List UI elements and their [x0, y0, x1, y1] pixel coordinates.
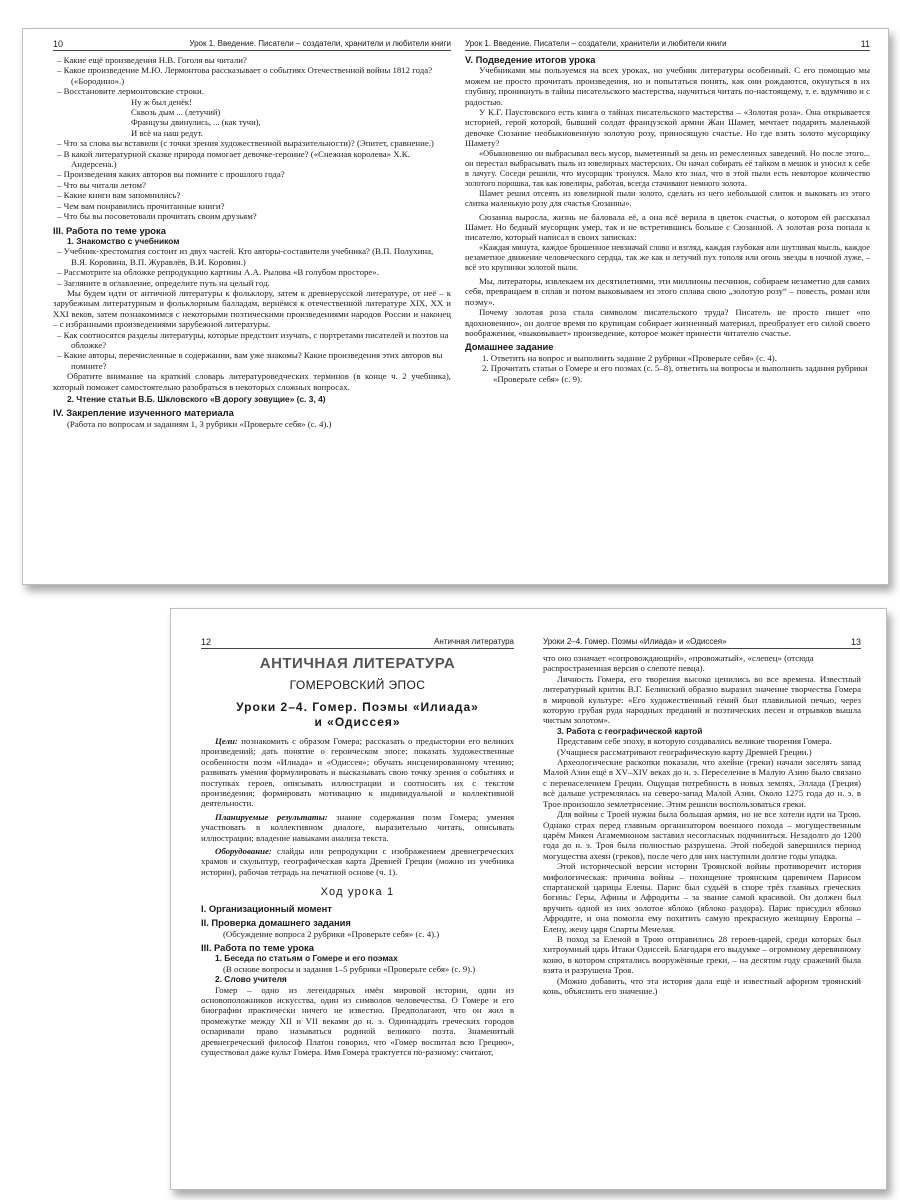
paragraph: (Учащиеся рассматривают географическую карту Древней Греции.) [557, 746, 812, 757]
poem-line: Французы двинулись, ... (как тучи), [131, 117, 261, 128]
poem-line: Ну ж был денёк! [131, 96, 192, 107]
book-spread-top [22, 28, 889, 585]
question: – Рассмотрите на обложке репродукцию картины А.А. Рылова «В голубом просторе». [57, 267, 379, 278]
section-title: ГОМЕРОВСКИЙ ЭПОС [289, 678, 426, 692]
section-heading: I. Организационный момент [201, 902, 332, 914]
paragraph: Обратите внимание на краткий словарь литературоведческих терминов (в конце ч. 2 учебника), который поможет самостоятельно разобраться в некоторых сложных вопросах. [53, 371, 451, 392]
lesson-flow-heading: Ход урока 1 [320, 886, 395, 899]
poem-line: И всё на наш редут. [131, 127, 203, 138]
paragraph: (В основе вопросы и задания 1–5 рубрики «Проверьте себя» (с. 9).) [223, 963, 476, 974]
page-13 [543, 637, 861, 1189]
quote: «Каждая минута, каждое брошенное невзначай слово и взгляд, каждая глубокая или шутливая мысль, каждое незаметное движение человеческого сердца, так же как и летучий пух тополя или огонь звезды в ночной луже, – всё это крупинки золотой пыли. [465, 242, 870, 272]
goals-label: Цели: [215, 736, 238, 746]
paragraph: Археологические раскопки показали, что ахейне (греки) начали заселять запад Малой Азии ещё в XV–XIV веках до н. э. Переселение в Малую Азию было связано с перенаселением Греции. Ощущая потребность в новых землях, Эллада (Греция) всё дальше устремлялась на северо-запад Малой Азии. Около 1275 года до н. э. в Трое произошло землетрясение. Этим решили воспользоваться греки. [543, 757, 861, 809]
subsection-heading: 2. Слово учителя [215, 974, 287, 985]
question: – Что за слова вы вставили (с точки зрения художественной выразительности)? (Эпитет, сравнение.) [57, 138, 434, 149]
quote: Шамет решил отсеять из ювелирной пыли золото, сделать из него небольшой слиток и выковать из этого слитка маленькую розу для счастья Сюзанны». [465, 188, 870, 208]
page-number: 13 [850, 637, 861, 647]
paragraph: Мы, литераторы, извлекаем их десятилетиями, эти миллионы песчинок, собираем незаметно для самих себя, превращаем в сплав и потом выковываем из этого сплава свою „золотую розу“ – повесть, роман или поэму». [465, 275, 870, 307]
paragraph: У К.Г. Паустовского есть книга о тайнах писательского мастерства – «Золотая роза». Она открывается историей, герой которой, бывший солдат французской армии Жан Шамет, мечтает подарить маленькой девочке Сюзанне необыкновенную золотую розу, приносящую счастье. Но где взять золото мусорщику Шамету? [465, 107, 870, 149]
paragraph: Гомер – одно из легендарных имён мировой истории, один из основоположников искусства, один из символов человечества. О Гомере и его биографии практически ничего не известно. Предполагают, что он жил в промежутке между XII и VII веками до н. э. Одиннадцать греческих городов оспаривали право называться родиной великого поэта. Знаменитый древнегреческий философ Платон говорил, что «Гомер воспитал всю Грецию», существовал даже культ Гомера. Имя Гомера трактуется по-разному: считают, [201, 984, 514, 1057]
paragraph: Личность Гомера, его творения высоко ценились во все времена. Известный литературный критик В.Г. Белинский образно выразил значение творчества Гомера в мировой культуре: «Его художественный гений был плавильной печью, через которую грубая руда народных преданий и поэтических песен и отрывков вышла чистым золотом». [543, 673, 861, 726]
page-number: 10 [53, 39, 64, 49]
lesson-title-line: Уроки 2–4. Гомер. Поэмы «Илиада» [236, 700, 479, 714]
section-heading: III. Работа по теме урока [201, 941, 314, 953]
question: – Какие авторы, перечисленные в содержании, вам уже знакомы? Какие произведения этих авторов вы помните? [57, 350, 443, 371]
paragraph: Представим себе эпоху, в которую создавались великие творения Гомера. [557, 736, 832, 747]
homework-item: 2. Прочитать статьи о Гомере и его поэмах (с. 5–8), ответить на вопросы и выполнить задания рубрики «Проверьте себя» (с. 9). [482, 363, 868, 384]
page-10 [53, 39, 451, 584]
header-title: Уроки 2–4. Гомер. Поэмы «Илиада» и «Одиссея» [543, 637, 727, 646]
paragraph: Этой исторической версии истории Троянской войны противоречит история мифологическая: причина войны – похищение троянским царевичем Парисом спартанской царицы Елены. Парис был судьёй в споре трёх главных греческих богинь: Геры, Афины и Афродиты – за звание самой красивой. Он должен был вручить одной из них золотое яблоко (яблоко раздора). Парис присудил яблоко Афродите, и она помогла ему похитить самую прекрасную женщину Европы – Елену, жену царя Спарты Менелая. [543, 861, 861, 934]
results-text: знание содержания поэм Гомера; умения участвовать в коллективном диалоге, выразительно читать, описывать иллюстрации; владение навыками анализа текста. [201, 811, 514, 843]
quote: «Обыкновенно он выбрасывал весь мусор, выметенный за день из ремесленных заведений. Но после этого... он перестал выбрасывать пыль из ювелирных мастерских. Он начал собирать её тайком в мешок и уносил к себе в лачугу. Соседи решили, что мусорщик тронулся. Мало кто знал, что в этой пыли есть некоторое количество золотого порошка, так как ювелиры, работая, всегда стачивают немного золота. [465, 148, 870, 188]
page-number: 11 [860, 39, 870, 49]
header-title: Урок 1. Введение. Писатели – создатели, хранители и любители книги [189, 39, 451, 48]
paragraph: Для войны с Троей нужна была большая армия, но не все хотели идти на Трою. Однако страх перед главным организатором военного похода – могущественным царём Микен Агамемноном заставил несогласных подчиниться. Незадолго до 1200 года до н. э. Троя была полностью разрушена. Этой победой завершился период могущества ахеян (греков), после чего для них наступили долгие годы упадка. [543, 809, 861, 861]
question: – Учебник-хрестоматия состоит из двух частей. Кто авторы-составители учебника? (В.П. Полухина, В.Я. Коровина, В.П. Журавлёв, В.И. Коровин.) [57, 246, 434, 267]
running-header [201, 637, 514, 649]
paragraph: Почему золотая роза стала символом писательского труда? Писатель не просто пишет «по вдохновению», он долгое время по крупицам собирает жизненный материал, преобразует его силой своего воображения, «выковывает» произведение, которое может принести читателю счастье. [465, 307, 870, 338]
goals-paragraph [201, 736, 514, 809]
paragraph: (Работа по вопросам и заданиям 1, 3 рубрики «Проверьте себя» (с. 4).) [67, 418, 332, 429]
lesson-title-line: и «Одиссея» [314, 715, 401, 729]
goals-text: познакомить с образом Гомера; рассказать о предыстории его великих произведений; дать понятие о героическом эпосе; показать художественные особенности поэм «Илиада» и «Одиссея»; обучать инсценированному чтению; развивать умения формулировать и высказывать свою точку зрения о событиях и поступках героев, описывать иллюстрации и соотносить их с текстом произведения; формировать мотивацию к индивидуальной и коллективной деятельности. [201, 736, 514, 809]
section-heading: V. Подведение итогов урока [465, 54, 596, 65]
paragraph: Сюзанна выросла, жизнь не баловала её, а она всё верила в цветок счастья, о котором ей рассказал Шамет. Но бедный мусорщик умер, так и не встретившись больше с Сюзанной. А золотая роза попала к писателю, который написал в своих записках: [465, 211, 870, 243]
equipment-text: слайды или репродукции с изображением древнегреческих храмов и скульптур, географическая карта Древней Греции (можно из учебника истории), рабочая тетрадь на печатной основе (ч. 1). [201, 846, 514, 877]
running-header [465, 39, 870, 51]
question: – Что бы вы посоветовали прочитать своим друзьям? [57, 211, 257, 222]
section-heading: III. Работа по теме урока [53, 224, 166, 236]
question: – Чем вам понравились прочитанные книги? [57, 200, 225, 211]
running-header [543, 637, 861, 649]
subsection-heading: 2. Чтение статьи В.Б. Шкловского «В дорогу зовущие» (с. 3, 4) [67, 394, 326, 404]
question: – Какое произведение М.Ю. Лермонтова рассказывает о событиях Отечественной войны 1812 года? («Бородино».) [57, 65, 433, 86]
question: – Какие книги вам запомнились? [57, 190, 181, 201]
question: – В какой литературной сказке природа помогает девочке-героине? («Снежная королева» Х.К. Андерсена.) [57, 148, 410, 170]
page-11 [465, 39, 870, 584]
subsection-heading: 1. Беседа по статьям о Гомере и его поэмах [215, 953, 398, 964]
paragraph: Учебниками мы пользуемся на всех уроках, но учебник литературы особенный. С его помощью мы можем не просто прочитать произведения, но и попытаться понять, как они рождаются, окунуться в их глубину, проникнуть в тайны писательского мастерства, научиться читать по-настоящему, т. е. вдумчиво и с радостью. [465, 65, 870, 107]
question: – Как соотносятся разделы литературы, которые предстоит изучать, с портретами писателей и поэтов на обложке? [57, 329, 449, 350]
paragraph: (Обсуждение вопроса 2 рубрики «Проверьте себя» (с. 4).) [223, 928, 440, 939]
header-title: Урок 1. Введение. Писатели – создатели, хранители и любители книги [465, 39, 727, 48]
results-label: Планируемые результаты: [215, 811, 328, 822]
book-spread-bottom [170, 608, 887, 1190]
equipment-label: Оборудование: [215, 846, 272, 857]
page-number: 12 [201, 637, 212, 647]
equipment-paragraph [201, 846, 514, 877]
question: – Восстановите лермонтовские строки. [57, 86, 204, 97]
poem-lines [131, 97, 451, 139]
section-heading: IV. Закрепление изученного материала [53, 407, 234, 419]
header-title: Античная литература [434, 637, 514, 646]
homework-item: 1. Ответить на вопрос и выполнить задание 2 рубрики «Проверьте себя» (с. 4). [482, 352, 777, 363]
question: – Какие ещё произведения Н.В. Гоголя вы читали? [57, 55, 247, 65]
question: – Загляните в оглавление, определите путь на целый год. [57, 277, 270, 288]
section-heading: II. Проверка домашнего задания [201, 917, 351, 929]
subsection-heading: 1. Знакомство с учебником [67, 235, 180, 246]
section-heading: Домашнее задание [465, 341, 554, 353]
running-header [53, 39, 451, 51]
results-paragraph [201, 812, 514, 843]
page-12 [201, 637, 514, 1189]
question: – Что вы читали летом? [57, 179, 146, 190]
paragraph: Мы будем идти от античной литературы к фольклору, затем к древнерусской литературе, от неё – к зарубежным литературным и фольклорным балладам, вернёмся к отечественной литературе XIX, XX и XXI веков, затем познакомимся с некоторыми поэтическими произведениями народов России и наконец – с избранными произведениями зарубежной литературы. [53, 287, 451, 330]
paragraph: (Можно добавить, что эта история дала ещё и известный афоризм троянский конь, объяснить его значение.) [543, 975, 861, 996]
paragraph: В поход за Еленой в Трою отправились 28 героев-царей, среди которых был хитроумный царь Итаки Одиссей. Благодаря его выдумке – огромному деревянному коню, в котором спрятались вооружённые греки, – на десятом году сражений была взята и разрушена Троя. [543, 933, 861, 976]
lesson-title [201, 700, 514, 730]
chapter-title: АНТИЧНАЯ ЛИТЕРАТУРА [259, 655, 456, 672]
poem-line: Сквозь дым ... (летучий) [131, 107, 221, 118]
question: – Произведения каких авторов вы помните с прошлого года? [57, 169, 285, 180]
paragraph: что оно означает «сопровождающий», «провожатый», «слепец» (отсюда распространенная версия о слепоте певца). [543, 653, 814, 674]
subsection-heading: 3. Работа с географической картой [557, 725, 703, 736]
